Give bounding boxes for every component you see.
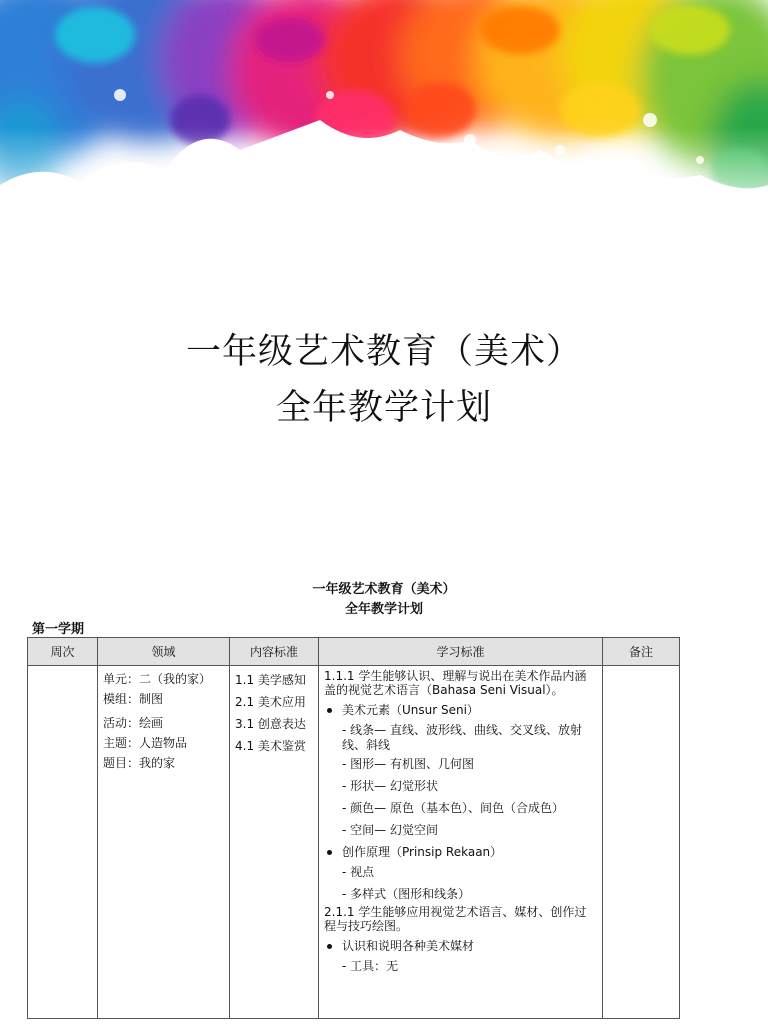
document-title-line2: 全年教学计划 xyxy=(344,602,423,617)
media-tools: - 工具：无 xyxy=(342,959,399,973)
content-standard-cell xyxy=(230,666,318,760)
domain-topic: 题目：我的家 xyxy=(103,756,176,770)
bullet-art-elements: 美术元素（Unsur Seni） xyxy=(324,701,597,719)
principle-variety: - 多样式（图形和线条） xyxy=(342,887,471,901)
learning-standard-column xyxy=(319,638,603,1018)
content-standard-column xyxy=(230,638,319,1018)
term-label: 第一学期 xyxy=(32,622,85,637)
header-learning-standard: 学习标准 xyxy=(319,638,602,666)
notes-cell xyxy=(603,666,679,672)
content-standard-item: 4.1 美术鉴赏 xyxy=(235,739,306,753)
cover-title-line1: 一年级艺术教育（美术） xyxy=(185,332,582,372)
bullet-art-media: 认识和说明各种美术媒材 xyxy=(324,937,597,955)
domain-unit: 单元：二（我的家） xyxy=(103,672,212,686)
content-standard-item: 3.1 创意表达 xyxy=(235,717,306,731)
paint-splash-image xyxy=(0,0,768,232)
teaching-plan-table xyxy=(27,637,680,1019)
document-title-line1: 一年级艺术教育（美术） xyxy=(312,582,456,597)
learning-standard-cell xyxy=(319,666,602,980)
header-content-standard: 内容标准 xyxy=(230,638,318,666)
domain-module: 模组：制图 xyxy=(103,692,164,706)
principle-viewpoint: - 视点 xyxy=(342,865,375,879)
cover-title-line2: 全年教学计划 xyxy=(275,388,492,428)
standard-1-1-1: 1.1.1 学生能够认识、理解与说出在美术作品内涵盖的视觉艺术语言（Bahasa Seni Visual）。 xyxy=(324,669,587,697)
notes-column xyxy=(603,638,679,1018)
domain-activity: 活动：绘画 xyxy=(103,716,164,730)
element-forms: - 形状— 幻觉形状 xyxy=(342,779,438,793)
element-lines: - 线条— 直线、波形线、曲线、交叉线、放射线、斜线 xyxy=(342,723,582,752)
domain-cell xyxy=(98,666,229,776)
watercolor-banner xyxy=(0,0,768,232)
content-standard-item: 2.1 美术应用 xyxy=(235,695,306,709)
element-colors: - 颜色— 原色（基本色）、间色（合成色） xyxy=(342,801,564,815)
standard-2-1-1: 2.1.1 学生能够应用视觉艺术语言、媒材、创作过程与技巧绘图。 xyxy=(324,905,587,933)
header-week: 周次 xyxy=(28,638,97,666)
bullet-design-principles: 创作原理（Prinsip Rekaan） xyxy=(324,843,597,861)
week-column xyxy=(28,638,98,1018)
domain-column xyxy=(98,638,230,1018)
header-notes: 备注 xyxy=(603,638,679,666)
header-domain: 领域 xyxy=(98,638,229,666)
element-space: - 空间— 幻觉空间 xyxy=(342,823,438,837)
domain-theme: 主题：人造物品 xyxy=(103,736,188,750)
element-shapes: - 图形— 有机图、几何图 xyxy=(342,757,474,771)
content-standard-item: 1.1 美学感知 xyxy=(235,673,306,687)
